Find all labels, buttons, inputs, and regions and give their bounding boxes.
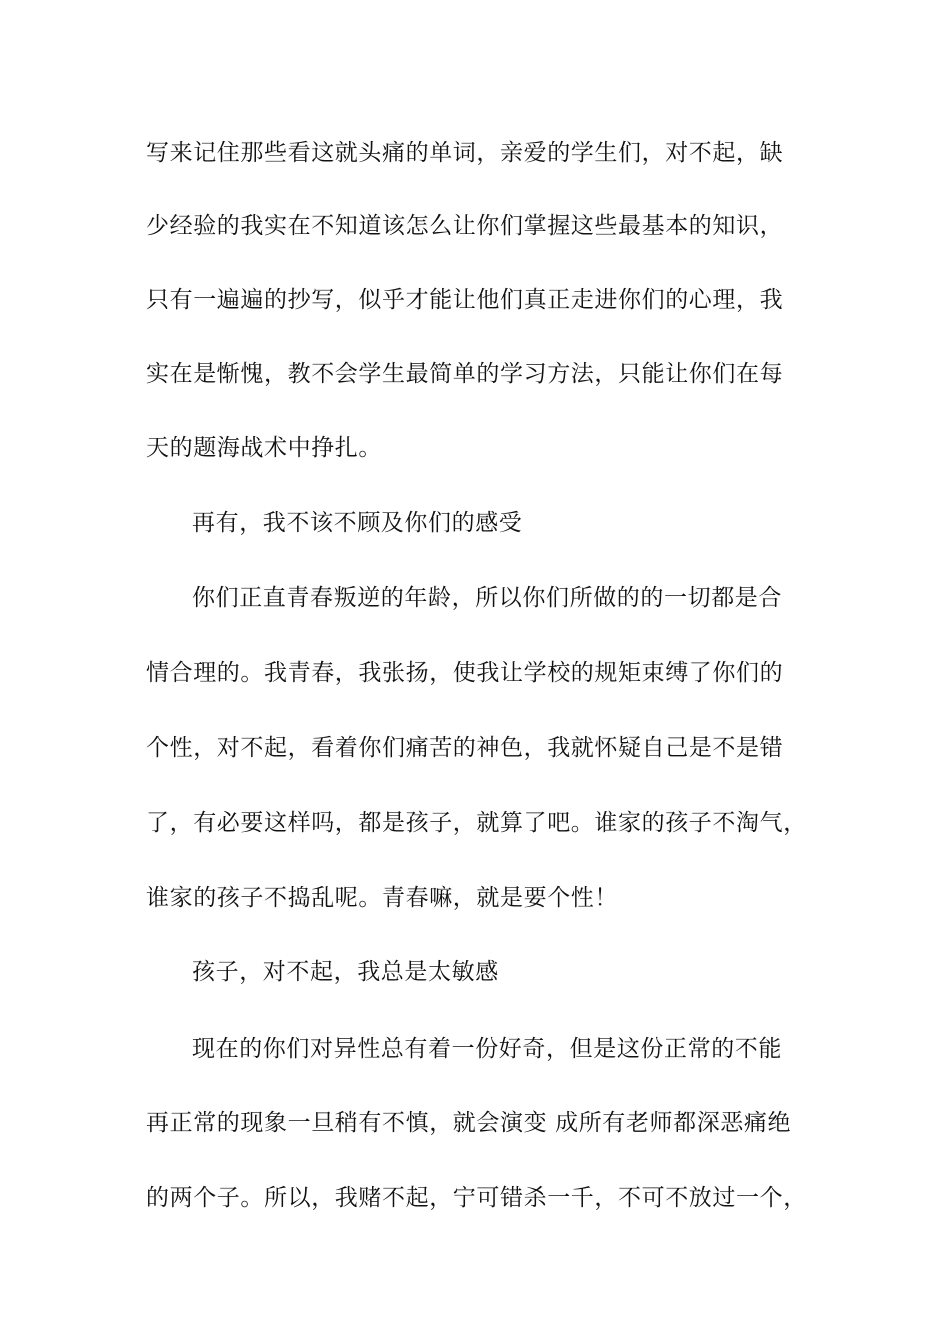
text-line: 实在是惭愧，教不会学生最简单的学习方法，只能让你们在每 (146, 361, 784, 387)
text-line: 少经验的我实在不知道该怎么让你们掌握这些最基本的知识， (146, 213, 784, 239)
text-line: 个性，对不起，看着你们痛苦的神色，我就怀疑自己是不是错 (146, 735, 784, 761)
section-heading: 孩子，对不起，我总是太敏感 (192, 959, 499, 985)
text-line: 只有一遍遍的抄写，似乎才能让他们真正走进你们的心理，我 (146, 287, 784, 313)
text-line: 了，有必要这样吗，都是孩子，就算了吧。谁家的孩子不淘气， (146, 810, 807, 836)
paragraph-first-line: 你们正直青春叛逆的年龄，所以你们所做的的一切都是合 (192, 585, 782, 611)
text-line: 再正常的现象一旦稍有不慎，就会演变 成所有老师都深恶痛绝 (146, 1110, 792, 1136)
text-line: 谁家的孩子不捣乱呢。青春嘛，就是要个性！ (146, 885, 618, 911)
text-line: 写来记住那些看这就头痛的单词，亲爱的学生们，对不起，缺 (146, 140, 784, 166)
paragraph-first-line: 现在的你们对异性总有着一份好奇，但是这份正常的不能 (192, 1036, 782, 1062)
text-line: 的两个子。所以，我赌不起，宁可错杀一千，不可不放过一个， (146, 1185, 807, 1211)
section-heading: 再有，我不该不顾及你们的感受 (192, 510, 523, 536)
text-line: 天的题海战术中挣扎。 (146, 435, 382, 461)
text-line: 情合理的。我青春，我张扬，使我让学校的规矩束缚了你们的 (146, 660, 784, 686)
